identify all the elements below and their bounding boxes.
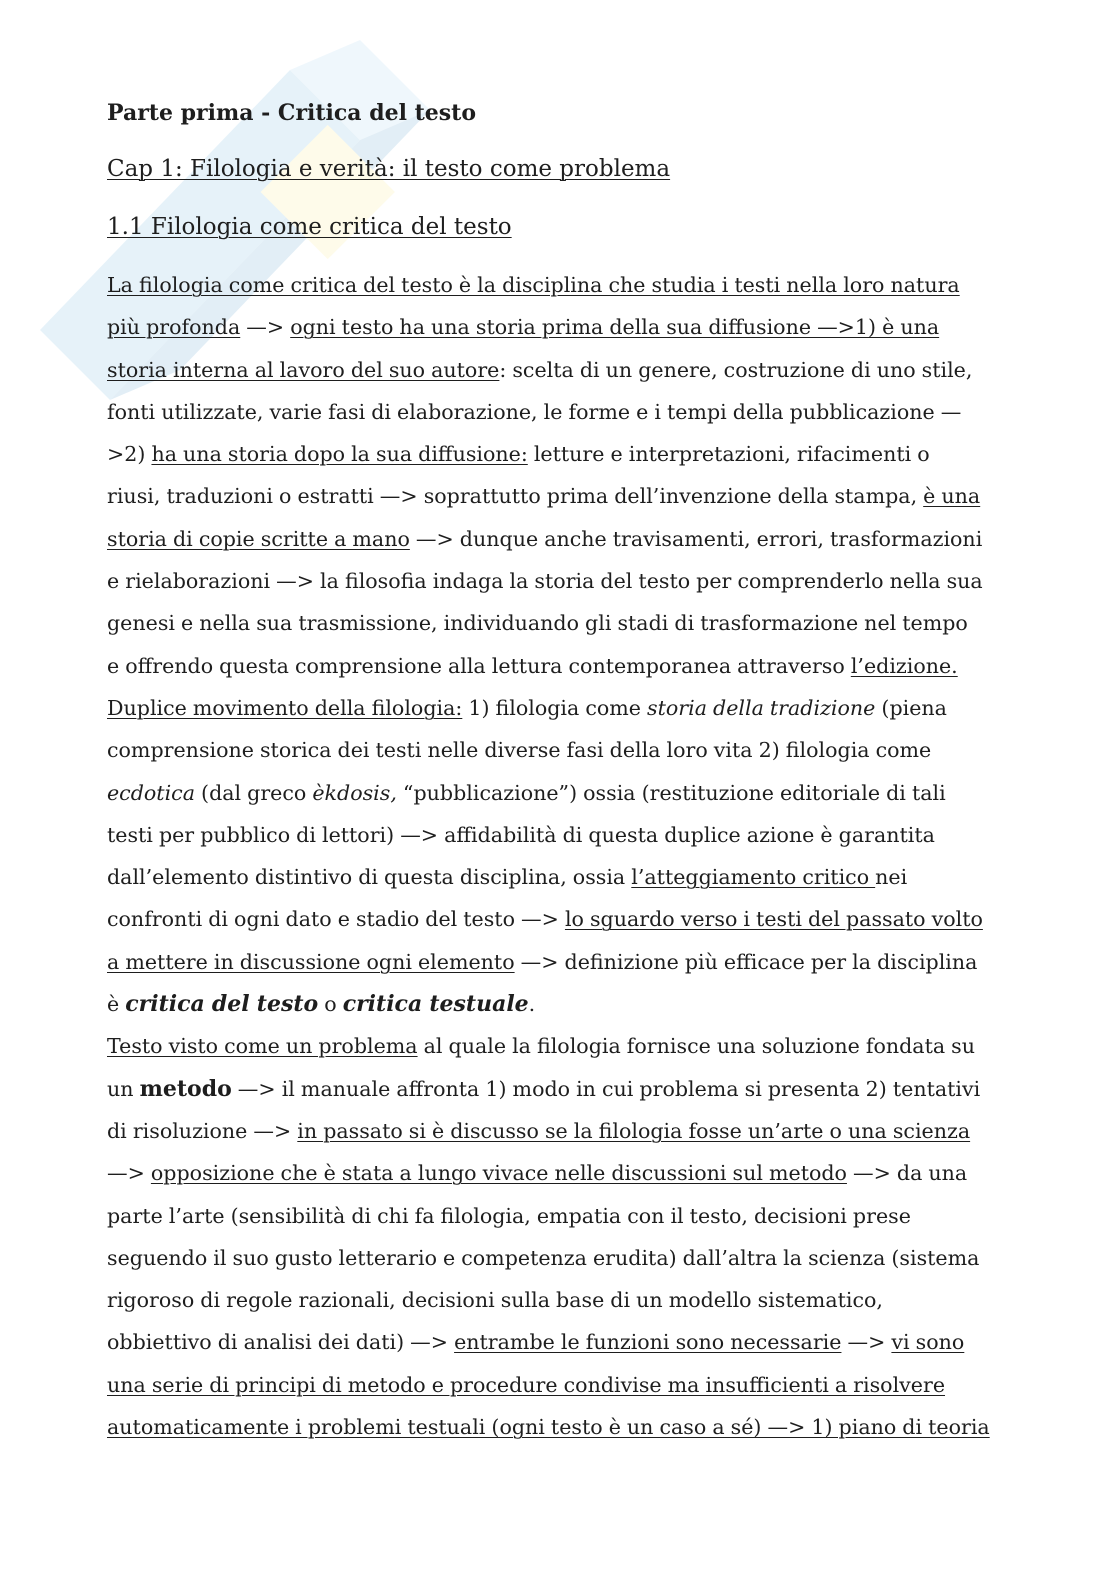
p3-frag: automaticamente i problemi testuali (ogni testo è un caso a sé) —> 1) piano di teoria [107, 1415, 990, 1440]
p2-frag: “pubblicazione”) ossia (restituzione editoriale di tali [396, 780, 946, 805]
p3-frag: —> da una [846, 1161, 968, 1186]
p1-frag: genesi e nella sua trasmissione, individuando gli stadi di trasformazione nel tempo [107, 611, 968, 636]
p1-frag: più profonda [107, 315, 241, 340]
paragraph-1 [107, 264, 1007, 687]
p3-frag: metodo [139, 1075, 232, 1102]
document-page [107, 98, 1007, 1448]
paragraph-3 [107, 1025, 1007, 1448]
p1-frag: —> dunque anche travisamenti, errori, trasformazioni [409, 526, 983, 551]
p2-frag: Duplice movimento della filologia: [107, 695, 463, 720]
p3-frag: rigoroso di regole razionali, decisioni sulla base di un modello sistematico, [107, 1288, 883, 1313]
p1-frag: fonti utilizzate, varie fasi di elaborazione, le forme e i tempi della pubblicazione — [107, 399, 962, 424]
p2-frag: (piena [875, 695, 947, 720]
p2-frag: nei [875, 865, 908, 890]
p2-frag: è [107, 992, 126, 1017]
p2-frag: storia della tradizione [647, 695, 876, 720]
p2-frag: critica del testo [125, 991, 319, 1018]
p1-frag: >2) [107, 442, 152, 467]
p2-frag: l’atteggiamento critico [631, 865, 876, 890]
p1-frag: La filologia come critica del testo è la disciplina che studia i testi nella loro natura [107, 273, 960, 297]
p1-frag: e rielaborazioni —> la filosofia indaga la storia del testo per comprenderlo nella sua [107, 569, 983, 594]
p2-frag: comprensione storica dei testi nelle diverse fasi della loro vita 2) filologia come [107, 738, 932, 763]
p2-frag: ecdotica [107, 780, 195, 805]
p1-frag: l’edizione. [850, 653, 958, 678]
p2-frag: 1) filologia come [462, 695, 648, 720]
paragraph-2 [107, 687, 1007, 1025]
p3-frag: vi sono [891, 1330, 965, 1355]
p3-frag: obbiettivo di analisi dei dati) —> [107, 1330, 455, 1355]
p3-frag: al quale la filologia fornisce una soluzione fondata su [417, 1034, 976, 1059]
p1-frag: ha una storia dopo la sua diffusione: [151, 442, 528, 467]
p2-frag: lo sguardo verso i testi del passato volto [564, 907, 983, 932]
chapter-heading: Cap 1: Filologia e verità: il testo come problema [107, 156, 671, 182]
section-heading: 1.1 Filologia come critica del testo [107, 214, 512, 240]
p3-frag: —> [841, 1330, 892, 1355]
p1-frag: ogni testo ha una storia prima della sua diffusione —>1) è una [290, 315, 940, 340]
p2-frag: èkdosis, [312, 780, 397, 805]
p2-frag: a mettere in discussione ogni elemento [107, 949, 515, 974]
p1-frag: : scelta di un genere, costruzione di uno stile, [499, 357, 973, 382]
p2-frag: o [318, 992, 343, 1017]
p1-frag: riusi, traduzioni o estratti —> soprattutto prima dell’invenzione della stampa, [107, 484, 924, 509]
p1-frag: storia di copie scritte a mano [107, 526, 410, 551]
p2-frag: —> definizione più efficace per la disciplina [514, 949, 978, 974]
p2-frag: critica testuale [342, 991, 529, 1018]
p3-frag: entrambe le funzioni sono necessarie [454, 1330, 842, 1355]
p3-frag: in passato si è discusso se la filologia fosse un’arte o una scienza [297, 1118, 971, 1143]
p3-frag: —> [107, 1161, 151, 1186]
p3-frag: seguendo il suo gusto letterario e competenza erudita) dall’altra la scienza (sistema [107, 1245, 980, 1270]
p3-frag: parte l’arte (sensibilità di chi fa filologia, empatia con il testo, decisioni prese [107, 1203, 911, 1228]
p1-frag: e offrendo questa comprensione alla lettura contemporanea attraverso [107, 653, 851, 678]
p2-frag: testi per pubblico di lettori) —> affidabilità di questa duplice azione è garantita [107, 822, 935, 847]
p3-frag: un [107, 1076, 140, 1101]
p3-frag: di risoluzione —> [107, 1118, 298, 1143]
p2-frag: dall’elemento distintivo di questa disciplina, ossia [107, 865, 632, 890]
p3-frag: una serie di principi di metodo e procedure condivise ma insufficienti a risolvere [107, 1372, 946, 1397]
p2-frag: (dal greco [194, 780, 313, 805]
p2-frag: confronti di ogni dato e stadio del testo —> [107, 907, 565, 932]
p1-frag: —> [240, 315, 291, 340]
p3-frag: Testo visto come un problema [107, 1034, 418, 1059]
p3-frag: —> il manuale affronta 1) modo in cui problema si presenta 2) tentativi [231, 1076, 981, 1101]
p1-frag: storia interna al lavoro del suo autore [107, 357, 500, 382]
part-heading: Parte prima - Critica del testo [107, 100, 476, 126]
p1-frag: è una [923, 484, 981, 509]
p1-frag: letture e interpretazioni, rifacimenti o [527, 442, 930, 467]
p3-frag: opposizione che è stata a lungo vivace nelle discussioni sul metodo [150, 1161, 847, 1186]
p2-frag: . [528, 992, 536, 1017]
